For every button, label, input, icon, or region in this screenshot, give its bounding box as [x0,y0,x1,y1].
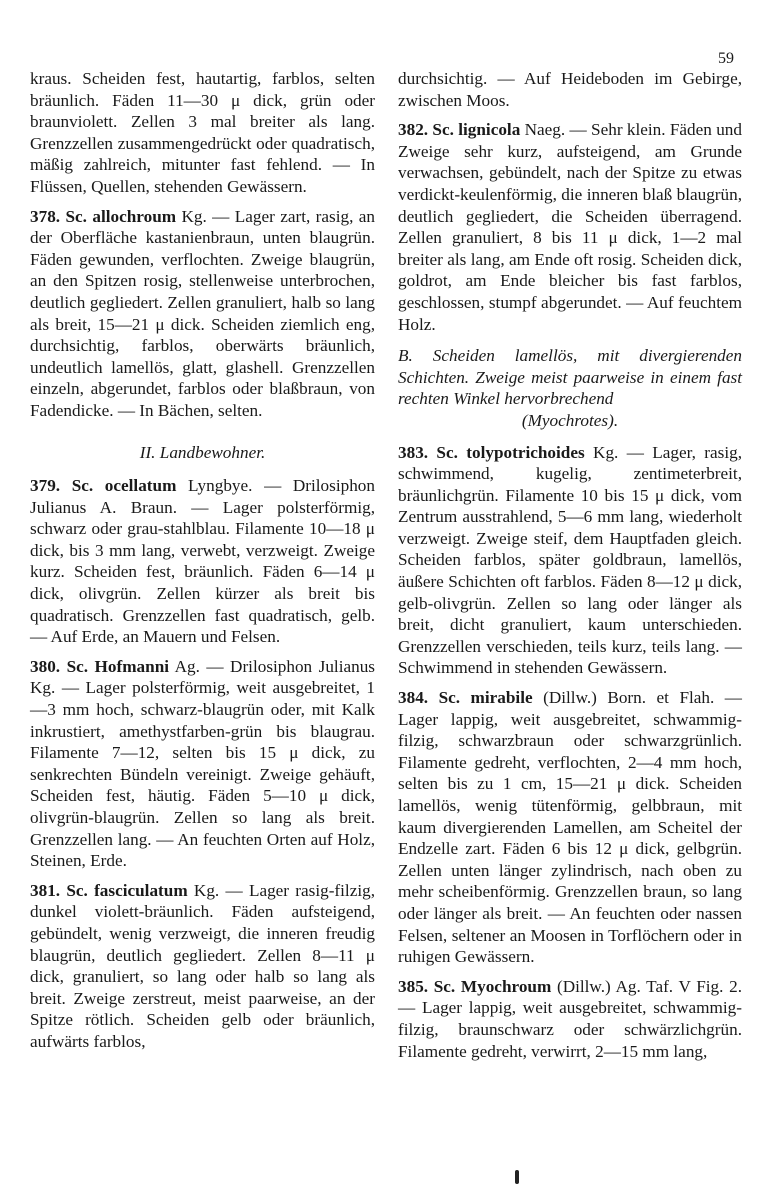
section-b-group-name: (Myochrotes). [521,410,619,430]
entry-380-name: 380. Sc. Hofmanni [30,656,170,676]
entry-378-author: Kg. [176,206,207,226]
entry-385-name: 385. Sc. Myochroum [398,976,552,996]
entry-381 [30,880,375,1053]
entry-379 [30,475,375,648]
left-column [30,68,375,1061]
continued-entry-text-right: durchsichtig. — Auf Heideboden im Gebirge, zwischen Moos. [398,69,742,110]
section-b-text: B. Scheiden lamellös, mit divergierenden Schichten. Zweige meist paarweise in einem fast rechten Winkel hervorbrechend [398,346,742,409]
entry-384-name: 384. Sc. mirabile [398,688,533,708]
entry-380-author: Ag. [169,656,200,676]
entry-382-text: — Sehr klein. Fäden und Zweige sehr kurz, aufsteigend, am Grunde verwachsen, gebündelt, nach der Spitze zu etwas verdickt-keulenförmig, die inneren blaß blaugrün, deutlich gegliedert, die Scheiden überragend. Zellen granuliert, 8 bis 11 μ dick, 1—2 mal breiter als lang, am Ende oft rosig. Scheiden dick, goldrot, am Ende bleicher bis fast farblos, geschlossen, stumpf abgerundet. — Auf feuchtem Holz. [398,120,742,334]
ink-mark [515,1170,519,1184]
entry-385-author: (Dillw.) Ag. [551,976,641,996]
entry-384-text: — Lager lappig, weit ausgebreitet, schwammig-filzig, schwarzbraun oder schwarzgrünlich. Filamente gedreht, verflochten, 2—4 mm hoch, selten bis zu 1 cm, 15—21 μ dick. Scheiden lamellös, wenig tütenförmig, gelbbraun, mit kaum divergierenden Lamellen, am Scheitel der Endzelle zart. Fäden 6 bis 12 μ dick, gelbgrün. Zellen unten länger zylindrisch, nach oben zu mehr scheibenförmig. Grenzzellen braun, so lang oder länger als breit. — An feuchten oder nassen Felsen, seltener an Moosen in Torflöchern oder in ruhigen Gewässern. [398,688,742,967]
entry-383 [398,442,742,680]
entry-378 [30,206,375,422]
entry-383-text: — Lager, rasig, schwimmend, kugelig, zentimeterbreit, bräunlichgrün. Filamente 10 bis 15 μ dick, vom Zentrum ausstrahlend, 5—6 mm lang, wiederholt verzweigt. Zweige steif, dem Hauptfaden gleich. Scheiden farblos, später goldbraun, lamellös, äußere Schichten oft farblos. Fäden 8—12 μ dick, gelb-olivgrün. Zellen so lang oder länger als breit, dicht granuliert, kaum unterschieden. Grenzzellen verschieden, teils kurz, teils lang. — Schwimmend in stehenden Gewässern. [398,442,743,678]
page-number: 59 [718,50,734,67]
entry-381-author: Kg. [187,880,220,900]
section-b-heading [398,345,742,431]
entry-383-author: Kg. [584,442,619,462]
entry-381-name: 381. Sc. fasciculatum [30,880,188,900]
entry-383-name: 383. Sc. tolypotrichoides [398,442,585,462]
entry-382-author: Naeg. [520,120,566,140]
entry-385-text: Taf. V Fig. 2. — Lager lappig, weit ausgebreitet, schwammig-filzig, braunschwarz oder schwärzlichgrün. Filamente gedreht, verwirrt, 2—15 mm lang, [398,976,743,1061]
entry-384 [398,687,742,968]
entry-380-text: — Drilosiphon Julianus Kg. — Lager polsterförmig, weit ausgebreitet, 1—3 mm hoch, schwarz-blaugrün oder, mit Kalk inkrustiert, amethystfarben-grün bis blaugrau. Filamente 7—12, selten bis 15 μ dick, zu senkrechten Bündeln vereinigt. Zweige gehäuft, Scheiden fest, häutig. Fäden 5—10 μ dick, olivgrün-blaugrün. Zellen so lang als breit. Grenzzellen lang. — An feuchten Orten auf Holz, Steinen, Erde. [30,656,375,871]
entry-381-text: — Lager rasig-filzig, dunkel violett-bräunlich. Fäden aufsteigend, gebündelt, wenig verzweigt, die inneren freudig blaugrün, deutlich gegliedert. Zellen 8—11 μ dick, granuliert, so lang oder halb so lang als breit. Zweige zerstreut, meist paarweise, an der Spitze rötlich. Scheiden gelb oder bräunlich, aufwärts farblos, [30,880,375,1051]
entry-382 [398,119,742,335]
entry-379-name: 379. Sc. ocellatum [30,476,177,496]
section-heading-landbewohner: II. Landbewohner. [139,442,266,462]
entry-382-name: 382. Sc. lignicola [398,120,521,140]
entry-385 [398,976,742,1062]
entry-378-text: — Lager zart, rasig, an der Oberfläche kastanienbraun, unten blaugrün. Fäden gewunden, verflochten. Zweige blaugrün, an den Spitzen rosig, stellenweise unterbrochen, deutlich gegliedert. Zellen granuliert, halb so lang als breit, 15—21 μ dick. Scheiden ziemlich eng, durchsichtig, farblos, oberwärts bräunlich, undeutlich lamellös, glatt, glashell. Grenzzellen einzeln, abgerundet, farblos oder blaßbraun, von Fadendicke. — In Bächen, selten. [30,206,375,420]
continued-entry-text: kraus. Scheiden fest, hautartig, farblos, selten bräunlich. Fäden 11—30 μ dick, grün oder braunviolett. Zellen 3 mal breiter als lang. Grenzzellen zusammengedrückt oder quadratisch, mäßig zahlreich, mitunter fast fehlend. — In Flüssen, Quellen, stehenden Gewässern. [30,69,375,196]
entry-380 [30,656,375,872]
entry-378-name: 378. Sc. allochroum [30,206,177,226]
entry-379-author: Lyngbye. [176,476,253,496]
right-column [398,68,742,1070]
entry-379-text: — Drilosiphon Julianus A. Braun. — Lager polsterförmig, schwarz oder grau-stahlblau. Filamente 10—18 μ dick, bis 3 mm lang, verwebt, verzweigt. Zweige kurz. Scheiden fest, bräunlich. Fäden 6—14 μ dick, olivgrün. Zellen kürzer als breit bis quadratisch. Grenzzellen fast quadratisch, gelb. — Auf Erde, an Mauern und Felsen. [30,476,375,647]
entry-384-author: (Dillw.) Born. et Flah. [532,688,715,708]
